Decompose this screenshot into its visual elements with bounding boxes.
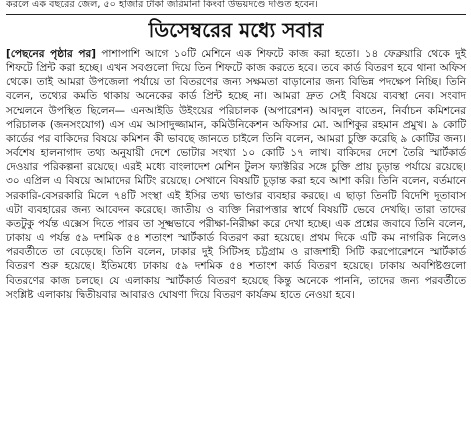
article-body-text: পাশাপাশি আগে ১০টি মেশিনে এক শিফটে কাজ করা হতো। ১৪ ফেব্রুয়ারি থেকে দুই শিফটে প্রিন্ট করা হচ্ছে। এখন সবগুলো দিয়ে তিন শিফটে কাজ করতে হবে। তবে কার্ড বিতরণ হবে থানা অফিস থেকে। তাই আমরা উপজেলা পর্যায়ে তা বিতরণের জন্য সক্ষমতা বাড়ানোর জন্য বিভিন্ন পদক্ষেপ নিচ্ছি। তিনি বলেন, তথ্যের কমতি থাকায় অনেকের কার্ড প্রিন্ট হচ্ছে না। আমরা দ্রুত সেই বিষয়ে ব্যবস্থা নেব। সংবাদ সম্মেলনে উপস্থিত ছিলেন— এনআইডি উইংয়ের পরিচালক (অপারেশন) আবদুল বাতেন, নির্বাচন কমিশনের পরিচালক (জনসংযোগ) এস এম আসাদুজ্জামান, কমিউনিকেশন অফিসার মো. আশিকুর রহমান প্রমুখ। ৯ কোটি কার্ডের পর বাকিদের বিষয়ে কমিশন কী ভাবছে জানতে চাইলে তিনি বলেন, আমরা চুক্তি করেছি ৯ কোটির জন্য। সর্বশেষ হালনাগাদ তথ্য অনুযায়ী দেশে ভোটার সংখ্যা ১০ কোটি ১৭ লাখ। বাকিদের দেশে তৈরি স্মার্টকার্ড দেওয়ার পরিকল্পনা রয়েছে। এরই মধ্যে বাংলাদেশ মেশিন টুলস ফ্যাক্টরির সঙ্গে চুক্তি প্রায় চূড়ান্ত পর্যায়ে রয়েছে। ৩০ এপ্রিল এ বিষয়ে আমাদের মিটিং রয়েছে। সেখানে বিষয়টি চূড়ান্ত করা হবে আশা করি। তিনি বলেন, বর্তমানে সরকারি-বেসরকারি মিলে ৭৪টি সংস্থা এই ইসির তথ্য ভাণ্ডার ব্যবহার করছে। এ ছাড়া তিনটি বিদেশি দূতাবাস এটা ব্যবহারের জন্য আবেদন করেছে। জাতীয় ও ব্যক্তি নিরাপত্তার স্বার্থে বিষয়টি ভেবে দেখছি। তারা তাদের কতটুকু পর্যন্ত এক্সেস দিতে পারব তা সূক্ষ্মভাবে পরীক্ষা-নিরীক্ষা করে দেখা হচ্ছে। এক প্রশ্নের জবাবে তিনি বলেন, ঢাকায় এ পর্যন্ত ৫৯ দশমিক ৫৪ শতাংশ স্মার্টকার্ড বিতরণ করা হয়েছে। প্রথম দিকে এটি কম নাগরিক নিলেও পরবর্তীতে তা বেড়েছে। তিনি বলেন, ঢাকার দুই সিটিসহ চট্টগ্রাম ও রাজশাহী সিটি করপোরেশনে স্মার্টকার্ড বিতরণ শুরু হয়েছে। ইতিমধ্যে ঢাকায় ৫৯ দশমিক ৫৪ শতাংশ কার্ড বিতরণ হয়েছে। ঢাকায় অবশিষ্টগুলো বিতরণের কাজ চলছে। যে এলাকায় স্মার্টকার্ড বিতরণ হয়েছে কিন্তু অনেকে পাননি, তাদের জন্য পরবর্তীতে সংশ্লিষ্ট এলাকায় দ্বিতীয়বার আবারও ঘোষণা দিয়ে বিতরণ কার্যক্রম হাতে নেওয়া হবে। xyxy=(6,48,466,301)
previous-article-last-line: করলে এক বছরের জেল, ৫০ হাজার টাকা জরিমানা কিংবা উভয়দণ্ডে দণ্ডিত হবেন। xyxy=(6,0,318,10)
divider-top xyxy=(6,14,466,15)
article-body xyxy=(6,47,466,302)
article-headline: ডিসেম্বরের মধ্যে সবার xyxy=(148,18,324,42)
continued-from-label: [পেছনের পৃষ্ঠার পর] xyxy=(6,48,96,60)
